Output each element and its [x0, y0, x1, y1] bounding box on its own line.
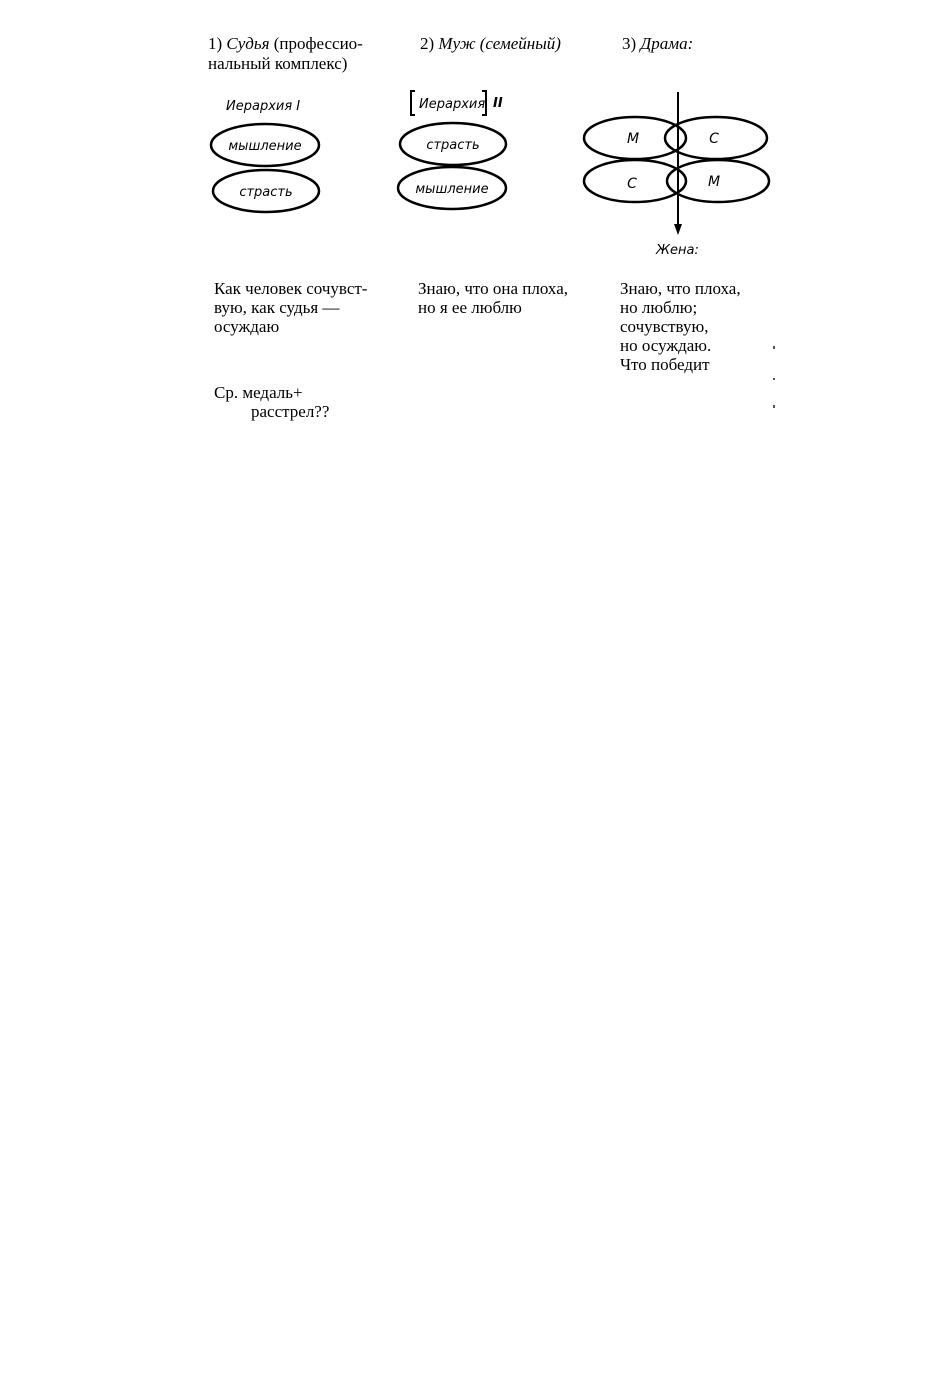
scan-speck: [773, 346, 775, 349]
hierarchy2-roman: II: [493, 96, 503, 111]
column3-text: [620, 279, 790, 374]
column1-number: 1): [208, 34, 223, 53]
hierarchy2-oval-bottom-label: мышление: [415, 182, 489, 197]
hierarchy2-bracket-left: [411, 91, 415, 115]
column2-text-line: Знаю, что она плоха,: [418, 279, 568, 298]
hierarchy1-oval-bottom-label: страсть: [239, 185, 293, 200]
column2-text: [418, 279, 618, 317]
column2-title: Муж (семейный): [438, 34, 561, 53]
column1-header: [208, 34, 408, 74]
column3-text-line: Что победит: [620, 355, 710, 374]
hierarchy1-label: Иерархия I: [226, 99, 301, 114]
footnote-line2: расстрел??: [251, 402, 330, 421]
scan-speck: [773, 378, 775, 380]
column3-title: Драма:: [640, 34, 694, 53]
hierarchy1-oval-top-label: мышление: [228, 139, 302, 154]
drama-arrow-label: Жена:: [656, 243, 699, 258]
column2-text-line: но я ее люблю: [418, 298, 522, 317]
drama-arrow-head: [674, 224, 682, 235]
drama-top-right-label: С: [709, 131, 719, 147]
scan-speck: [773, 405, 775, 408]
column1-text-line: осуждаю: [214, 317, 280, 336]
footnote: [214, 383, 414, 421]
column1-text-line: Как человек сочувст-: [214, 279, 368, 298]
column1-text: [214, 279, 419, 336]
column1-title-line2: нальный комплекс): [208, 54, 348, 73]
footnote-line1: Ср. медаль+: [214, 383, 303, 402]
column3-text-line: но осуждаю.: [620, 336, 712, 355]
column3-number: 3): [622, 34, 637, 53]
column3-text-line: Знаю, что плоха,: [620, 279, 741, 298]
hierarchy2-diagram: [390, 84, 530, 219]
hierarchy2-label: Иерархия: [419, 97, 486, 112]
drama-bottom-right-label: М: [707, 174, 721, 190]
column1-title: Судья: [226, 34, 270, 53]
column1-text-line: вую, как судья —: [214, 298, 340, 317]
drama-diagram: [575, 86, 785, 266]
hierarchy1-diagram: [200, 88, 340, 223]
drama-bottom-left-label: С: [627, 176, 637, 192]
column3-text-line: сочувствую,: [620, 317, 709, 336]
column2-header: [420, 34, 561, 54]
column3-header: [622, 34, 693, 54]
drama-top-left-label: М: [626, 131, 640, 147]
hierarchy2-oval-top-label: страсть: [426, 138, 480, 153]
column3-text-line: но люблю;: [620, 298, 698, 317]
column2-number: 2): [420, 34, 435, 53]
column1-title-suffix: (профессио-: [269, 34, 363, 53]
